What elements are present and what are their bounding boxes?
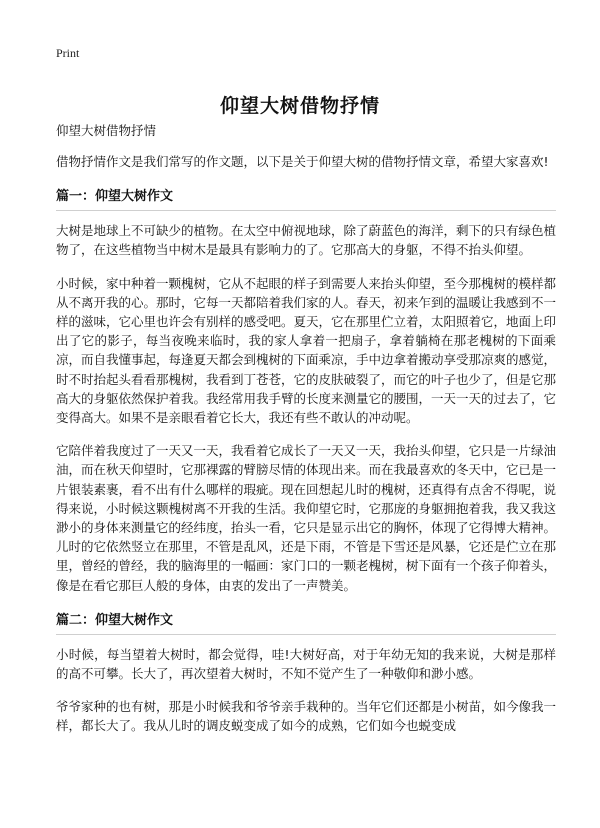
section-1-paragraph-2: 小时候，家中种着一颗槐树，它从不起眼的样子到需要人来抬头仰望，至今那槐树的模样都从不离开我的心。那时，它每一天都陪着我们家的人。春天，初来乍到的温暖让我感到不一样的滋味，它心里也许会有别样的感受吧。夏天，它在那里伫立着，太阳照着它，地面上印出了它的影子，每当夜晚来临时，我的家人拿着一把扇子，拿着躺椅在那老槐树的下面乘凉，而自我懂事起，每逢夏天都会到槐树的下面乘凉，手中边拿着搬动享受那凉爽的感觉，时不时抬起头看看那槐树，我看到丁苍苍，它的皮肤破裂了，而它的叶子也少了，但是它那高大的身躯依然保护着我。我经常用我手臂的长度来测量它的腰围，一天一天的过去了，它变得高大。如果不是亲眼看着它长大，我还有些不敢认的冲动呢。 (56, 275, 557, 426)
section-1-paragraph-3: 它陪伴着我度过了一天又一天，我看着它成长了一天又一天，我抬头仰望，它只是一片绿油油，而在秋天仰望时，它那裸露的臂膀尽情的体现出来。而在我最喜欢的冬天中，它已是一片银装素裹，看不出有什么哪样的瑕疵。现在回想起儿时的槐树，还真得有点舍不得呢，说得来说，小时候这颗槐树离不开我的生活。我仰望它时，它那庞的身躯拥抱着我，我又我这渺小的身体来测量它的经纬度，抬头一看，它只是显示出它的胸怀，体现了它得博大精神。儿时的它依然竖立在那里，不管是乱风，还是下雨，不管是下雪还是风暴，它还是伫立在那里，曾经的曾经，我的脑海里的一幅画：家门口的一颗老槐树，树下面有一个孩子仰着头，像是在看它那巨人般的身体，由衷的发出了一声赞美。 (56, 443, 557, 593)
page-title: 仰望大树借物抒情 (219, 94, 380, 117)
section-2-paragraph-2: 爷爷家种的也有树，那是小时候我和爷爷亲手栽种的。当年它们还都是小树苗，如今像我一样，都长大了。我从儿时的调皮蜕变成了如今的成熟，它们如今也蜕变成 (56, 699, 557, 734)
section-2-paragraph-1: 小时候，每当望着大树时，都会觉得，哇!大树好高，对于年幼无知的我来说，大树是那样的高不可攀。长大了，再次望着大树时，不知不觉产生了一种敬仰和渺小感。 (56, 646, 556, 682)
intro-paragraph: 借物抒情作文是我们常写的作文题，以下是关于仰望大树的借物抒情文章，希望大家喜欢! (56, 154, 549, 169)
section-heading-1: 篇一：仰望大树作文 (56, 185, 556, 211)
print-link[interactable]: Print (56, 46, 80, 60)
article-subtitle: 仰望大树借物抒情 (56, 123, 157, 138)
section-1-paragraph-1: 大树是地球上不可缺少的植物。在太空中俯视地球，除了蔚蓝色的海洋，剩下的只有绿色植物了，在这些植物当中树木是最具有影响力的了。它那高大的身躯，不得不抬头仰望。 (56, 223, 557, 258)
article-body (56, 122, 556, 750)
section-heading-2: 篇二：仰望大树作文 (56, 609, 556, 635)
